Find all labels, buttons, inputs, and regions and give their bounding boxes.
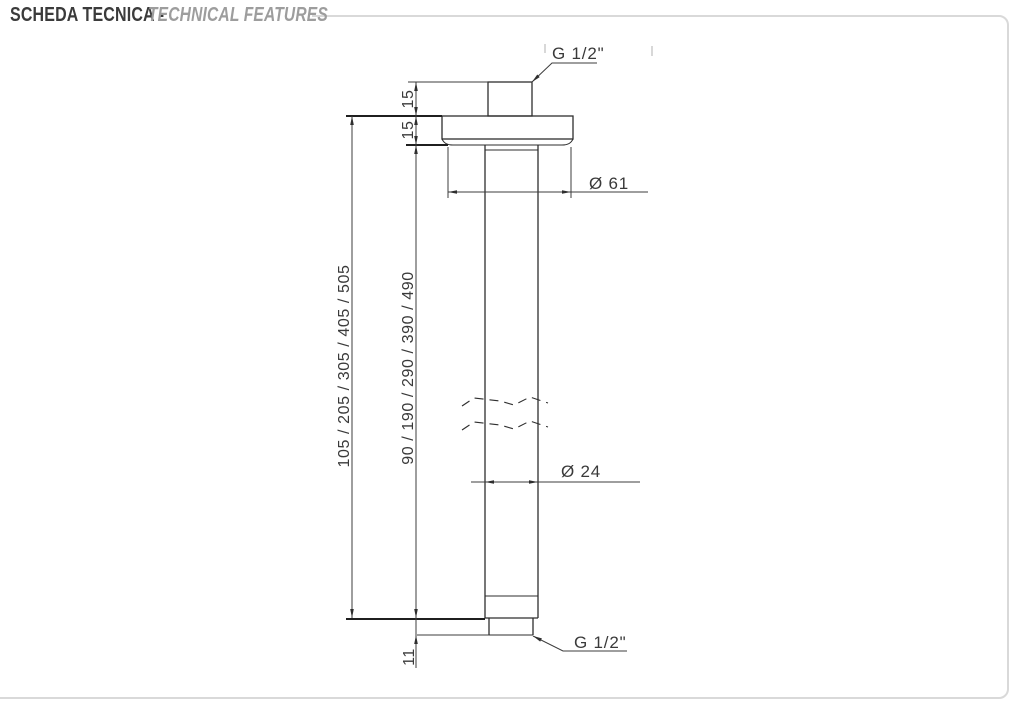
break-line-lower [462, 421, 548, 430]
label-flange-thickness: 15 [400, 120, 417, 140]
dimension-labels [336, 44, 629, 666]
flange-lip [442, 139, 573, 145]
label-bottom-thread: G 1/2" [574, 633, 627, 652]
break-line-upper [462, 397, 548, 406]
shower-arm-outline [442, 82, 573, 635]
page-title-italian: SCHEDA TECNICA - [10, 4, 165, 26]
label-overall-lengths: 105 / 205 / 305 / 405 / 505 [336, 264, 353, 468]
label-pipe-diameter: Ø 24 [561, 462, 602, 481]
sheet-header [0, 0, 328, 30]
label-flange-diameter: Ø 61 [589, 174, 630, 193]
leader-top-thread [532, 63, 597, 82]
label-bottom-thread-length: 11 [401, 648, 418, 666]
pipe-break-lines [462, 397, 548, 430]
flange-shape [442, 116, 573, 139]
label-top-thread-length: 15 [400, 89, 417, 109]
page-title-english: TECHNICAL FEATURES [148, 4, 328, 26]
label-pipe-lengths: 90 / 190 / 290 / 390 / 490 [400, 271, 417, 465]
dimension-lines [352, 63, 648, 668]
top-thread-shape [488, 82, 532, 116]
extension-lines [346, 82, 571, 635]
label-top-thread: G 1/2" [552, 44, 605, 63]
